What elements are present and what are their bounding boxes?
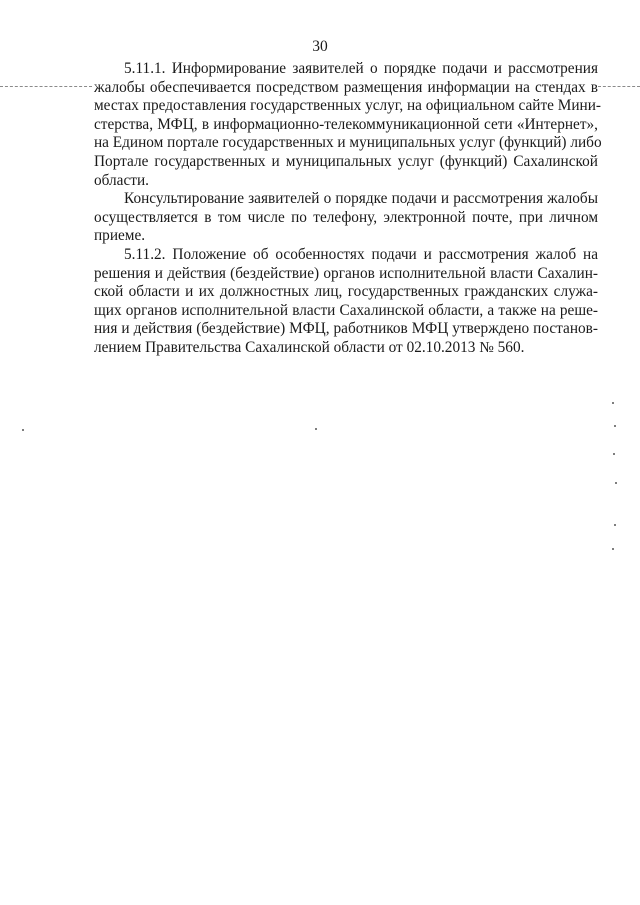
scan-artifact-dot bbox=[22, 429, 24, 431]
text-line: приеме. bbox=[94, 227, 146, 245]
text-line: жалобы обеспечивается посредством размещения информации на стендах в bbox=[94, 78, 598, 96]
scan-artifact-dot bbox=[614, 524, 616, 526]
text-line: осуществляется в том числе по телефону, электронной почте, при личном bbox=[94, 208, 598, 226]
scan-artifact-dot bbox=[613, 453, 615, 455]
paragraph-5-11-1 bbox=[94, 60, 602, 190]
paragraph-5-11-2 bbox=[94, 246, 598, 358]
scan-artifact-dot bbox=[612, 402, 614, 404]
scan-artifact-dot bbox=[614, 425, 616, 427]
text-line: 5.11.1. Информирование заявителей о порядке подачи и рассмотрения bbox=[124, 60, 598, 77]
text-line: 5.11.2. Положение об особенностях подачи и рассмотрения жалоб на bbox=[124, 245, 598, 263]
text-line: Портале государственных и муниципальных услуг (функций) Сахалинской bbox=[94, 152, 598, 170]
text-line: стерства, МФЦ, в информационно-телекоммуникационной сети «Интернет», bbox=[94, 115, 598, 133]
scan-artifact-line-left bbox=[0, 86, 92, 87]
text-line: области. bbox=[94, 171, 149, 189]
text-line: местах предоставления государственных услуг, на официальном сайте Мини- bbox=[94, 97, 601, 115]
paragraph-consulting bbox=[94, 190, 598, 246]
document-body bbox=[94, 60, 602, 358]
scan-artifact-dot bbox=[615, 482, 617, 484]
text-line: ской области и их должностных лиц, государственных гражданских служа- bbox=[94, 283, 598, 301]
text-line: ния и действия (бездействие) МФЦ, работников МФЦ утверждено постанов- bbox=[94, 320, 598, 338]
text-line: на Едином портале государственных и муниципальных услуг (функций) либо bbox=[94, 134, 602, 152]
text-line: щих органов исполнительной власти Сахалинской области, а также на реше- bbox=[94, 301, 598, 319]
text-line: лением Правительства Сахалинской области от 02.10.2013 № 560. bbox=[94, 338, 525, 356]
scan-artifact-line-right bbox=[598, 86, 640, 87]
text-line: решения и действия (бездействие) органов исполнительной власти Сахалин- bbox=[94, 264, 598, 282]
page-number: 30 bbox=[312, 38, 328, 55]
scan-artifact-dot bbox=[315, 428, 317, 430]
scan-artifact-dot bbox=[612, 548, 614, 550]
text-line: Консультирование заявителей о порядке подачи и рассмотрения жалобы bbox=[124, 190, 598, 208]
